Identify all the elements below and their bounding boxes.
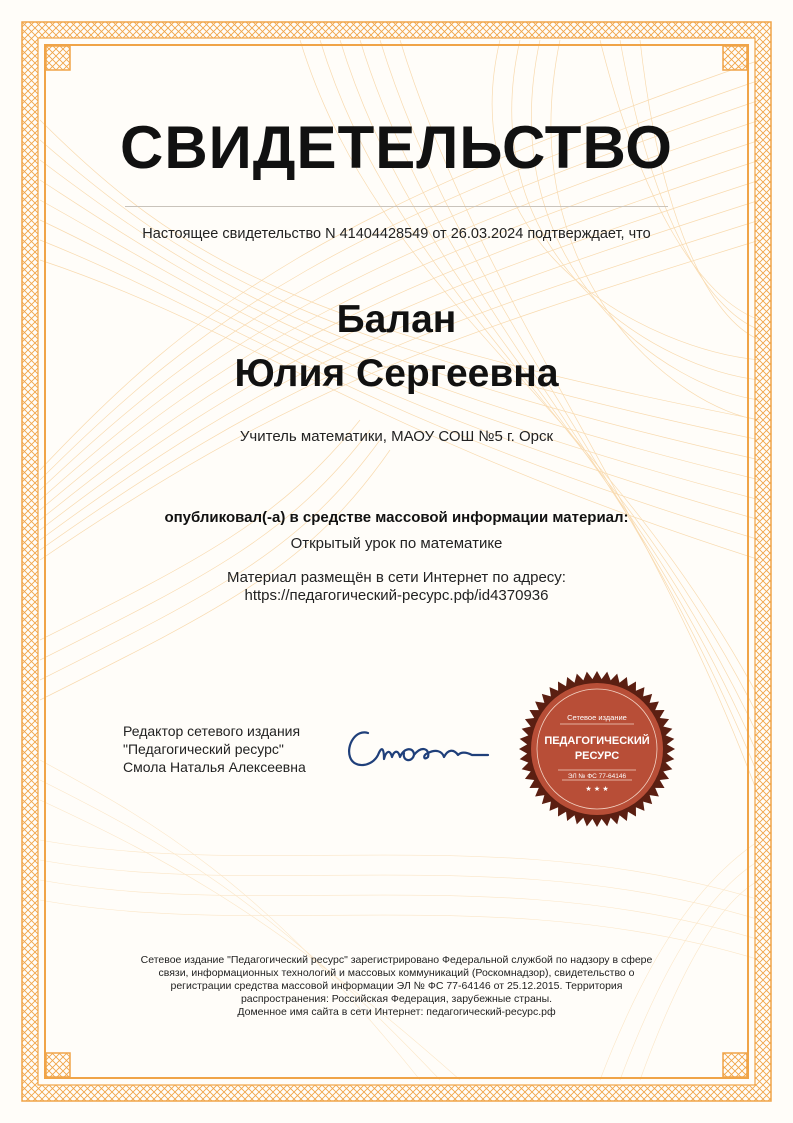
seal-name-line1: ПЕДАГОГИЧЕСКИЙ: [544, 735, 650, 747]
seal-registration: ЭЛ № ФС 77-64146: [567, 773, 627, 780]
footer-line-1: Сетевое издание "Педагогический ресурс" зарегистрировано Федеральной службой по надзору в сфере: [140, 954, 653, 966]
footer-line-4: распространения: Российская Федерация, зарубежные страны.: [240, 993, 553, 1005]
recipient-given-names: Юлия Сергеевна: [234, 352, 559, 395]
corner-ornaments: [46, 46, 747, 1077]
footer-line-3: регистрации средства массовой информации ЭЛ № ФС 77-64146 от 25.12.2015. Территория: [170, 980, 623, 992]
editor-line-publication: "Педагогический ресурс": [123, 741, 284, 757]
title-divider: [125, 206, 668, 207]
material-url: https://педагогический-ресурс.рф/id4370936: [244, 587, 549, 604]
footer-line-5: Доменное имя сайта в сети Интернет: педагогический-ресурс.рф: [237, 1006, 556, 1018]
footer-line-2: связи, информационных технологий и массовых коммуникаций (Роскомнадзор), свидетельство о: [158, 967, 635, 979]
seal-stars: ★ ★ ★: [585, 785, 609, 793]
material-title: Открытый урок по математике: [290, 535, 503, 552]
editor-line-title: Редактор сетевого издания: [123, 723, 301, 739]
footer-legal-text: [110, 954, 683, 1019]
editor-line-name: Смола Наталья Алексеевна: [123, 759, 306, 775]
seal-top-text: Сетевое издание: [567, 713, 627, 722]
publication-seal: [518, 670, 676, 828]
seal-name-line2: РЕСУРС: [574, 750, 620, 762]
recipient-position: Учитель математики, МАОУ СОШ №5 г. Орск: [239, 428, 554, 445]
certificate-intro: Настоящее свидетельство N 41404428549 от 26.03.2024 подтверждает, что: [142, 226, 651, 242]
published-label: опубликовал(-а) в средстве массовой информации материал:: [164, 509, 629, 526]
editor-block: [123, 722, 306, 776]
placement-label: Материал размещён в сети Интернет по адресу:: [227, 569, 566, 586]
certificate-title: СВИДЕТЕЛЬСТВО: [120, 114, 673, 181]
editor-signature: [338, 715, 498, 785]
recipient-surname: Балан: [336, 298, 457, 341]
